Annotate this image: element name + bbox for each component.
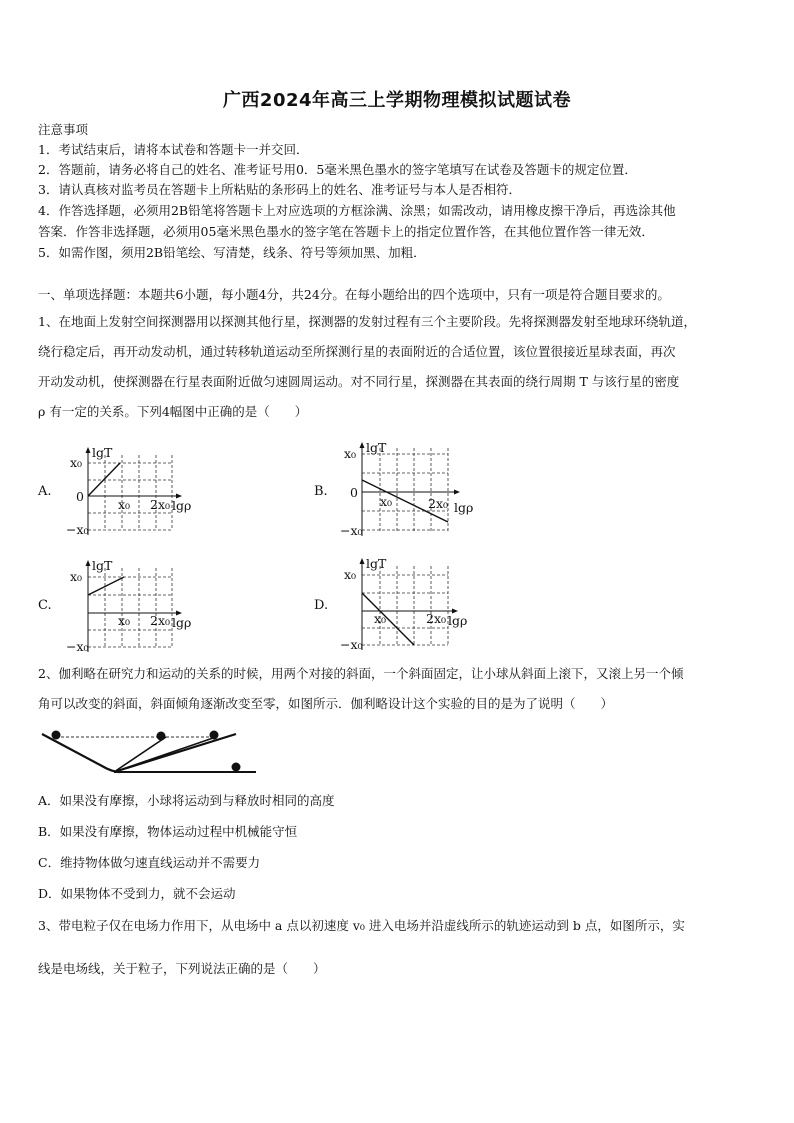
- tick-label: −x₀: [66, 522, 89, 537]
- y-axis-label: lgT: [366, 440, 387, 455]
- question-3-line: 3、带电粒子仅在电场力作用下，从电场中 a 点以初速度 v₀ 进入电场并沿虚线所示的轨迹运动到 b 点，如图所示，实: [38, 918, 685, 933]
- tick-label: 2x₀: [426, 611, 447, 626]
- graph-a: [62, 445, 202, 539]
- x-axis-label: lgρ: [172, 615, 192, 630]
- tick-label: 2x₀: [150, 497, 171, 512]
- notes-heading: 注意事项: [38, 122, 89, 137]
- graph-c: [62, 558, 202, 658]
- tick-label: x₀: [344, 567, 357, 582]
- tick-label: x₀: [380, 494, 393, 509]
- question-2-choice-c: C．维持物体做匀速直线运动并不需要力: [38, 855, 261, 870]
- tick-label: x₀: [344, 446, 357, 461]
- question-2-choice-a: A．如果没有摩擦，小球将运动到与释放时相同的高度: [38, 793, 335, 808]
- note-line: 3．请认真核对监考员在答题卡上所粘贴的条形码上的姓名、准考证号与本人是否相符．: [38, 182, 521, 197]
- tick-label: 0: [76, 489, 84, 504]
- x-axis-label: lgρ: [172, 498, 192, 513]
- question-2-line: 2、伽利略在研究力和运动的关系的时候，用两个对接的斜面，一个斜面固定，让小球从斜面上滚下，又滚上另一个倾: [38, 666, 684, 681]
- tick-label: −x₀: [66, 639, 89, 654]
- note-line: 5．如需作图，须用2B铅笔绘、写清楚，线条、符号等须加黑、加粗．: [38, 245, 426, 260]
- question-3-line: 线是电场线，关于粒子，下列说法正确的是（ ）: [38, 961, 326, 976]
- tick-label: x₀: [118, 497, 131, 512]
- tick-label: x₀: [70, 455, 83, 470]
- x-axis-label: lgρ: [448, 613, 468, 628]
- y-axis-label: lgT: [366, 556, 387, 571]
- note-line: 2．答题前，请务必将自己的姓名、准考证号用0．5毫米黑色墨水的签字笔填写在试卷及答题卡的规定位置．: [38, 162, 637, 177]
- x-axis-label: lgρ: [454, 500, 474, 515]
- y-axis-label: lgT: [92, 445, 113, 460]
- tick-label: x₀: [70, 569, 83, 584]
- option-d-label: D.: [314, 598, 329, 613]
- note-line: 4．作答选择题，必须用2B铅笔将答题卡上对应选项的方框涂满、涂黑；如需改动，请用橡皮擦干净后，再选涂其他: [38, 203, 676, 218]
- tick-label: 2x₀: [150, 613, 171, 628]
- tick-label: −x₀: [340, 523, 363, 538]
- question-2-choice-d: D．如果物体不受到力，就不会运动: [38, 886, 236, 901]
- tick-label: x₀: [118, 613, 131, 628]
- graph-b: [336, 440, 476, 544]
- page-title: 广西2024年高三上学期物理模拟试题试卷: [222, 90, 572, 111]
- tick-label: 2x₀: [428, 496, 449, 511]
- option-a-label: A.: [38, 484, 52, 499]
- question-1-line: 1、在地面上发射空间探测器用以探测其他行星，探测器的发射过程有三个主要阶段。先将探测器发射至地球环绕轨道，: [38, 314, 696, 329]
- option-b-label: B.: [314, 484, 328, 499]
- question-1-line: ρ 有一定的关系。下列4幅图中正确的是（ ）: [38, 404, 308, 419]
- y-axis-label: lgT: [92, 558, 113, 573]
- option-c-label: C.: [38, 598, 52, 613]
- question-2-choice-b: B．如果没有摩擦，物体运动过程中机械能守恒: [38, 824, 298, 839]
- tick-label: −x₀: [340, 637, 363, 652]
- tick-label: x₀: [374, 611, 387, 626]
- tick-label: 0: [350, 485, 358, 500]
- note-line: 答案．作答非选择题，必须用05毫米黑色墨水的签字笔在答题卡上的指定位置作答，在其他位置作答一律无效．: [38, 224, 654, 239]
- question-2-line: 角可以改变的斜面，斜面倾角逐渐改变至零，如图所示．伽利略设计这个实验的目的是为了说明（ ）: [38, 696, 614, 711]
- question-1-line: 开动发动机，使探测器在行星表面附近做匀速圆周运动。对不同行星，探测器在其表面的绕行周期 T 与该行星的密度: [38, 374, 680, 389]
- question-1-line: 绕行稳定后，再开动发动机，通过转移轨道运动至所探测行星的表面附近的合适位置，该位置很接近星球表面，再次: [38, 344, 676, 359]
- section-heading: 一、单项选择题：本题共6小题，每小题4分，共24分。在每小题给出的四个选项中，只有一项是符合题目要求的。: [38, 287, 670, 302]
- note-line: 1．考试结束后，请将本试卷和答题卡一并交回．: [38, 142, 309, 157]
- graph-d: [336, 556, 476, 656]
- inclined-planes-figure: [36, 726, 266, 782]
